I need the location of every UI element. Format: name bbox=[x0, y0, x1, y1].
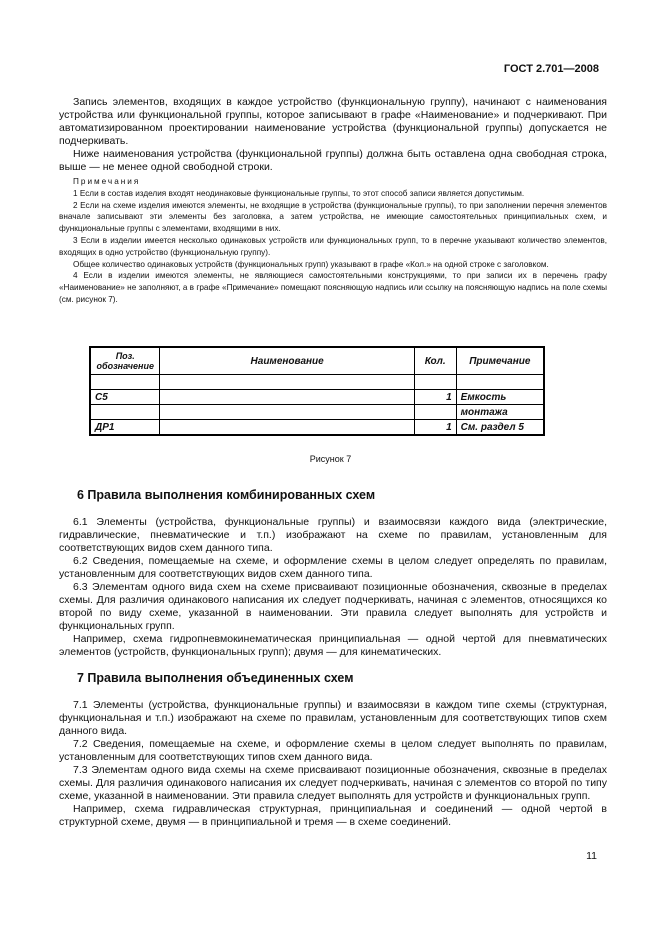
paragraph: Например, схема гидравлическая структурная, принципиальная и соединений — одной чертой в структурной схеме, двумя — в принципиальной и тремя — в схеме соединений. bbox=[59, 803, 607, 828]
cell-note: монтажа bbox=[456, 405, 544, 420]
header-qty: Кол. bbox=[414, 347, 456, 375]
paragraph: 6.2 Сведения, помещаемые на схеме, и оформление схемы в целом следует определять по правилам, установленным для соответствующих видов схем данного типа. bbox=[59, 555, 607, 580]
paragraph: Например, схема гидропневмокинематическая принципиальная — одной чертой для пневматических элементов (устройств, функциональных групп); двумя — для кинематических. bbox=[59, 633, 607, 658]
cell-name bbox=[160, 375, 414, 390]
cell-qty: 1 bbox=[414, 390, 456, 405]
section-6-text bbox=[59, 516, 607, 659]
paragraph: 6.1 Элементы (устройства, функциональные группы) и взаимосвязи каждого вида (электрические, гидравлические, пневматические и т.п.) изображают на схеме по правилам, установленным для соответствующих видов схем данного типа. bbox=[59, 516, 607, 554]
cell-name bbox=[160, 390, 414, 405]
table-row bbox=[90, 390, 544, 405]
cell-note: См. раздел 5 bbox=[456, 420, 544, 436]
note-item: 1 Если в состав изделия входят неодинаковые функциональные группы, то этот способ записи является допустимым. bbox=[73, 188, 525, 198]
cell-pos bbox=[90, 375, 160, 390]
paragraph: Ниже наименования устройства (функциональной группы) должна быть оставлена одна свободная строка, выше — не менее одной свободной строки. bbox=[59, 148, 607, 173]
page-number: 11 bbox=[586, 850, 597, 862]
cell-pos: ДР1 bbox=[90, 420, 160, 436]
paragraph: Запись элементов, входящих в каждое устройство (функциональную группу), начинают с наименования устройства или функциональной группы, которое записывают в графе «Наименование» и подчеркивают. При автоматизированном проектировании наименование устройства (функциональной группы) допускается не подчеркивать. bbox=[59, 96, 607, 147]
paragraph: 7.2 Сведения, помещаемые на схеме, и оформление схемы в целом следует выполнять по правилам, установленным для соответствующих типов схем данного вида. bbox=[59, 738, 607, 763]
header-note: Примечание bbox=[456, 347, 544, 375]
notes-label: Примечания bbox=[73, 177, 141, 186]
cell-note bbox=[456, 375, 544, 390]
note-item: 2 Если на схеме изделия имеются элементы, не входящие в устройства (функциональные группы), то при заполнении перечня элементов вначале записывают эти элементы без заголовка, а затем устройства, не имеющие самостоятельных принципиальных схем, и функциональные группы с элементами, входящими в них. bbox=[59, 200, 607, 234]
section-7-title: 7 Правила выполнения объединенных схем bbox=[77, 671, 354, 685]
cell-pos bbox=[90, 405, 160, 420]
table-row bbox=[90, 420, 544, 436]
figure-7-table bbox=[89, 346, 545, 436]
notes-block bbox=[59, 176, 607, 306]
document-header: ГОСТ 2.701—2008 bbox=[503, 63, 599, 75]
table-row bbox=[90, 405, 544, 420]
cell-name bbox=[160, 405, 414, 420]
section-6-title: 6 Правила выполнения комбинированных схем bbox=[77, 488, 376, 502]
table-row bbox=[90, 375, 544, 390]
note-item: 3 Если в изделии имеется несколько одинаковых устройств или функциональных групп, то в перечне указывают количество элементов, входящих в одно устройство (функциональную группу). bbox=[59, 235, 607, 257]
section-7-text bbox=[59, 699, 607, 829]
header-pos: Поз. обозначение bbox=[90, 347, 160, 375]
cell-name bbox=[160, 420, 414, 436]
note-item: 4 Если в изделии имеются элементы, не являющиеся самостоятельными конструкциями, то при записи их в перечень графу «Наименование» не заполняют, а в графе «Примечание» помещают поясняющую надпись или ссылку на поясняющую надпись на поле схемы (см. рисунок 7). bbox=[59, 271, 607, 304]
cell-note: Емкость bbox=[456, 390, 544, 405]
paragraph: 6.3 Элементам одного вида схем на схеме присваивают позиционные обозначения, сквозные в пределах схемы. Для различия одинакового написания их следует подчеркивать, начиная с элементов, относящихся ко второй по виду схеме, указанной в наименовании. Эти правила следует выполнять для устройств и функциональных групп. bbox=[59, 581, 607, 632]
intro-text bbox=[59, 96, 607, 174]
cell-pos: C5 bbox=[90, 390, 160, 405]
cell-qty bbox=[414, 405, 456, 420]
note-item: Общее количество одинаковых устройств (функциональных групп) указывают в графе «Кол.» на одной строке с заголовком. bbox=[73, 259, 549, 269]
header-name: Наименование bbox=[160, 347, 414, 375]
paragraph: 7.3 Элементам одного вида схемы на схеме присваивают позиционные обозначения, сквозные в пределах схемы. Для различия одинакового написания их следует подчеркивать, начиная с элементов со второй по типу схеме, указанной в наименовании. Эти правила следует выполнять для устройств и функциональных групп. bbox=[59, 764, 607, 802]
paragraph: 7.1 Элементы (устройства, функциональные группы) и взаимосвязи в каждом типе схемы (структурная, функциональная и т.п.) изображают на схеме по правилам, установленным для соответствующих типов схем данного вида. bbox=[59, 699, 607, 737]
figure-caption: Рисунок 7 bbox=[309, 454, 352, 464]
cell-qty: 1 bbox=[414, 420, 456, 436]
cell-qty bbox=[414, 375, 456, 390]
